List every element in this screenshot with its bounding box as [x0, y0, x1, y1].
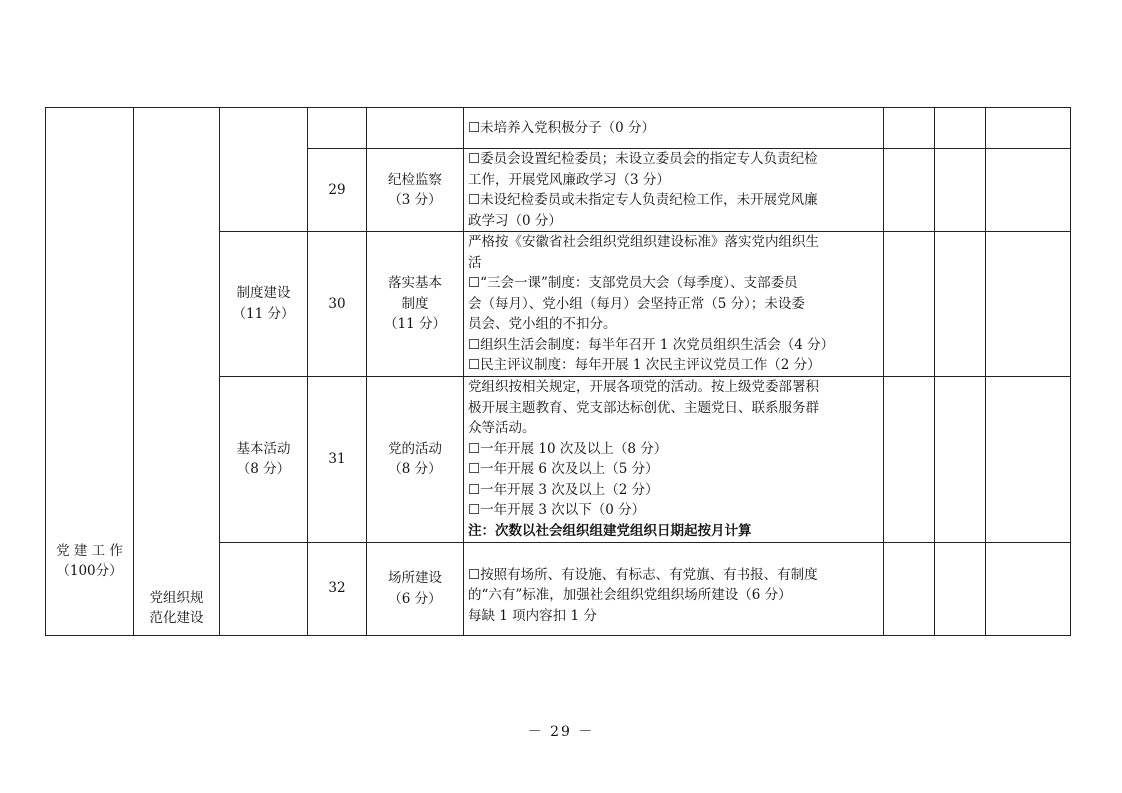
table-row: [46, 108, 1071, 149]
score-cell-3: [986, 542, 1071, 635]
criteria-line: ☐一年开展 6 次及以上（5 分）: [468, 461, 659, 477]
score-cell-1: [884, 542, 935, 635]
page-number: － 29 －: [527, 724, 595, 740]
criteria-line: 严格按《安徽省社会组织党组织建设标准》落实党内组织生: [468, 234, 819, 250]
score-cell-3: [986, 376, 1071, 542]
category-score: （100分）: [56, 563, 123, 579]
score-cell-1: [884, 108, 935, 149]
criteria-cell: [464, 542, 884, 635]
item-name-line2: 制度: [401, 295, 429, 312]
score-cell-2: [935, 108, 986, 149]
item-no: 32: [308, 542, 367, 635]
subcategory-line1: 党组织规: [149, 589, 204, 606]
criteria-line: 的“六有”标准，加强社会组织党组织场所建设（6 分）: [468, 587, 792, 604]
criteria-line: 员会、党小组的不扣分。: [468, 316, 617, 332]
category-cell: [46, 108, 134, 636]
score-cell-3: [986, 232, 1071, 377]
score-cell-1: [884, 232, 935, 377]
section-score: （11 分）: [232, 305, 295, 322]
scoring-table: [45, 107, 1071, 636]
criteria-line: ☐未培养入党积极分子（0 分）: [468, 119, 655, 136]
item-name: 场所建设: [388, 570, 442, 586]
criteria-line: ☐一年开展 10 次及以上（8 分）: [468, 440, 668, 457]
criteria-cell: [464, 108, 884, 149]
item-name: 落实基本: [388, 275, 442, 291]
subcategory-line2: 范化建设: [149, 610, 204, 626]
score-cell-3: [986, 149, 1071, 232]
score-cell-2: [935, 542, 986, 635]
criteria-line: 每缺 1 项内容扣 1 分: [468, 607, 597, 624]
criteria-line: 会（每月）、党小组（每月）会坚持正常（5 分）；未设委: [468, 295, 805, 312]
item-score: （3 分）: [388, 192, 442, 208]
criteria-note: 注：次数以社会组织组建党组织日期起按月计算: [468, 522, 752, 539]
item-score: （6 分）: [388, 590, 442, 607]
section-cell: [220, 376, 308, 542]
item-score: （11 分）: [384, 316, 446, 332]
criteria-line: ☐一年开展 3 次以下（0 分）: [468, 502, 646, 518]
criteria-line: 政学习（0 分）: [468, 212, 562, 229]
criteria-line: 工作，开展党风廉政学习（3 分）: [468, 171, 670, 188]
criteria-line: ☐委员会设置纪检委员；未设立委员会的指定专人负责纪检: [468, 151, 818, 167]
item-name-cell: [367, 542, 464, 635]
score-cell-1: [884, 149, 935, 232]
criteria-line: ☐“三会一课”制度：支部党员大会（每季度）、支部委员: [468, 275, 798, 291]
item-score: （8 分）: [388, 461, 442, 477]
category-name: 党 建 工 作: [56, 542, 123, 559]
item-name: 纪检监察: [388, 171, 442, 188]
score-cell-2: [935, 232, 986, 377]
item-name-cell: [367, 376, 464, 542]
score-cell-2: [935, 376, 986, 542]
section-cell-empty: [220, 542, 308, 635]
item-name-cell: [367, 149, 464, 232]
item-no: 30: [308, 232, 367, 377]
criteria-line: ☐未设纪检委员或未指定专人负责纪检工作，未开展党风廉: [468, 192, 818, 208]
criteria-line: ☐组织生活会制度：每半年召开 1 次党员组织生活会（4 分）: [468, 336, 835, 353]
section-name: 制度建设: [236, 285, 291, 302]
criteria-cell: [464, 232, 884, 377]
criteria-line: 极开展主题教育、党支部达标创优、主题党日、联系服务群: [468, 399, 819, 416]
section-name: 基本活动: [236, 440, 291, 457]
item-name: 党的活动: [388, 440, 442, 457]
item-no: 29: [308, 149, 367, 232]
item-no: [308, 108, 367, 149]
item-name: [367, 108, 464, 149]
criteria-cell: [464, 376, 884, 542]
item-name-cell: [367, 232, 464, 377]
criteria-cell: [464, 149, 884, 232]
criteria-line: ☐一年开展 3 次及以上（2 分）: [468, 481, 659, 498]
section-cell-empty: [220, 108, 308, 232]
section-score: （8 分）: [236, 461, 291, 477]
criteria-line: 活: [468, 254, 482, 271]
score-cell-1: [884, 376, 935, 542]
item-no: 31: [308, 376, 367, 542]
criteria-line: ☐民主评议制度：每年开展 1 次民主评议党员工作（2 分）: [468, 357, 821, 373]
score-cell-2: [935, 149, 986, 232]
section-cell: [220, 232, 308, 377]
score-cell-3: [986, 108, 1071, 149]
criteria-line: 众等活动。: [468, 420, 536, 436]
criteria-line: ☐按照有场所、有设施、有标志、有党旗、有书报、有制度: [468, 566, 818, 583]
subcategory-cell: [134, 108, 220, 636]
criteria-line: 党组织按相关规定，开展各项党的活动。按上级党委部署积: [468, 379, 819, 395]
